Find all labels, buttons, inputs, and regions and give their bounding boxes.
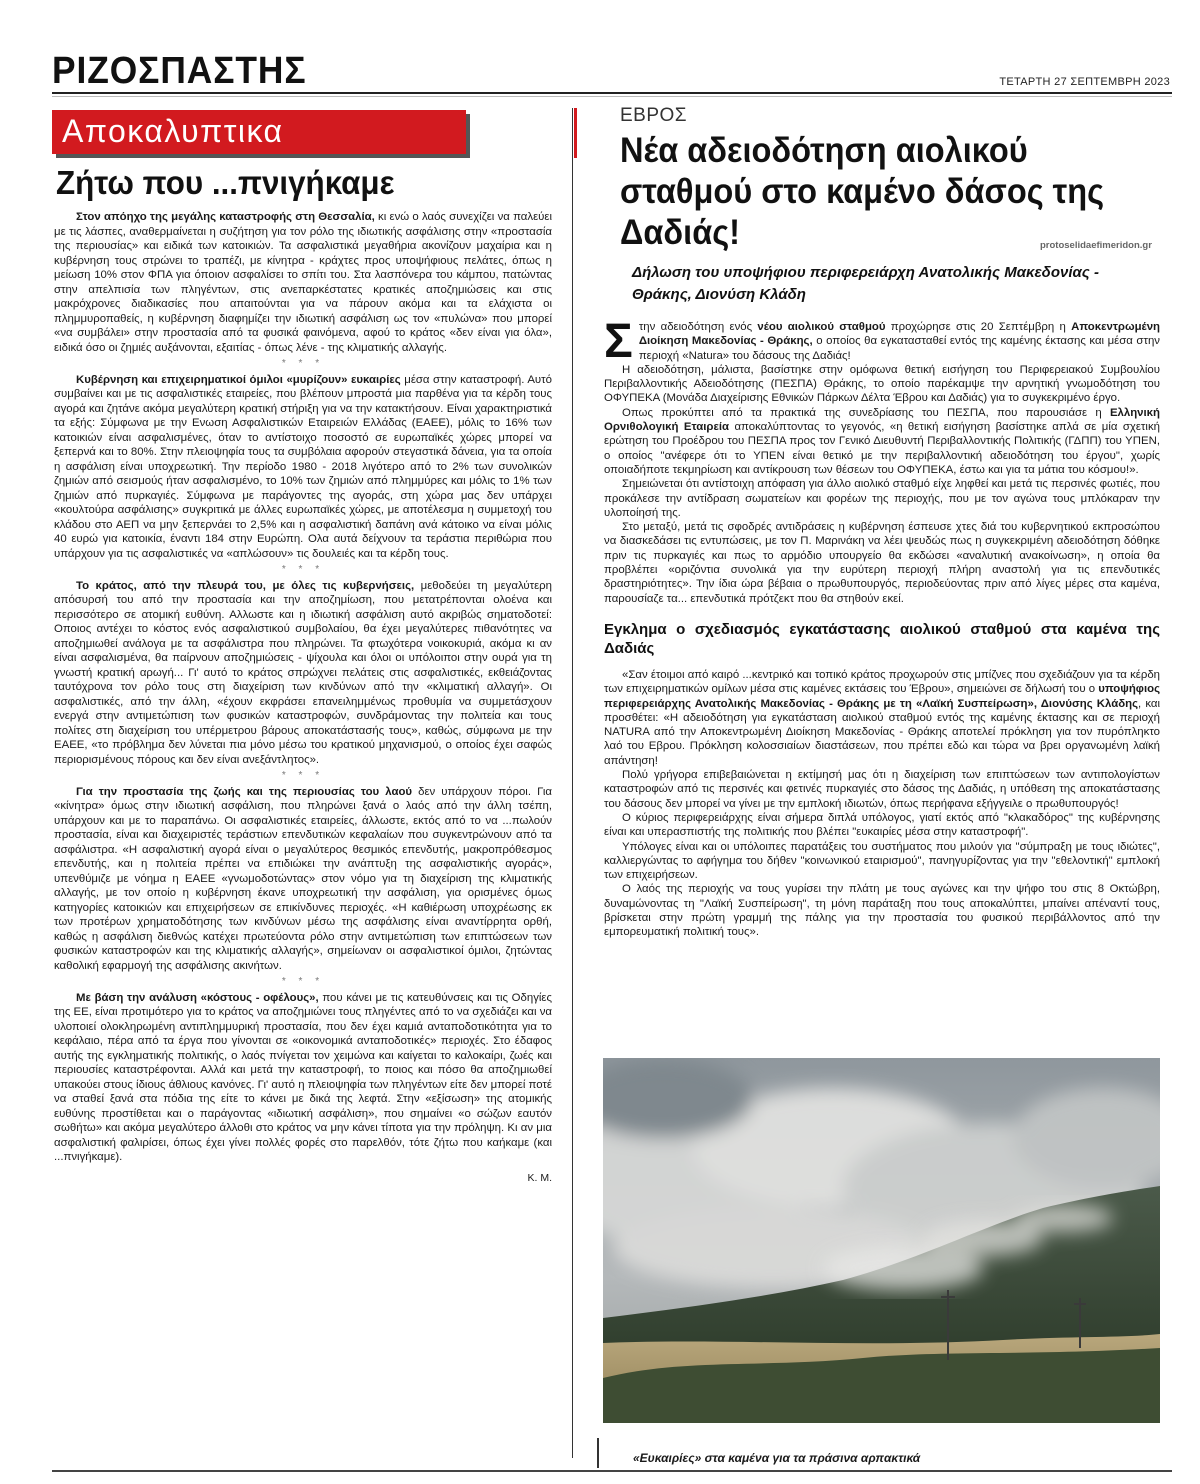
paragraph-text: την αδειοδότηση ενός	[638, 321, 758, 333]
paragraph-bold: νέου αιολικού σταθμού	[757, 321, 886, 333]
paragraph	[54, 579, 552, 768]
paragraph-bold: Ελληνική Ορνιθολογική Εταιρεία	[604, 406, 1160, 434]
paragraph	[54, 373, 552, 562]
top-rule-thin	[52, 96, 1172, 97]
paragraph-text: μέσα στην καταστροφή. Αυτό συμβαίνει και με τις ασφαλιστικές εταιρείες, που βλέπουν μπροστά μια παρθένα για τα κέρδη τους αγορά και ζητάνε ακόμα μεγαλύτερη κρατική στήριξη για να την κατακτήσουν. Είναι χαρακτηριστικά τα εξής: Σύμφωνα με την Ενωση Ασφαλιστικών Εταιρειών Ελλάδας (ΕΑΕΕ), μόλις το 16% των κατοικιών είναι ασφαλισμένες, όταν το αντίστοιχο ποσοστό σε ευρωπαϊκές χώρες μπορεί να ξεπερνά και το 80%. Στην πλειοψηφία τους τα συμβόλαια αφορούν στεγαστικά δάνεια, για τα οποία η ασφάλιση είναι υποχρεωτική. Την περίοδο 1980 - 2018 λιγότερο από το 2% των συνολικών ζημιών από σεισμούς ήταν ασφαλισμένο, το 10% των ζημιών από πλημμύρες και μόλις το 1% των ζημιών από πυρκαγιές. Σύμφωνα με παράγοντες της αγοράς, στη χώρα μας δεν υπάρχει «κουλτούρα ασφάλισης» συγκριτικά με άλλες ευρωπαϊκές χώρες, με αποτέλεσμα η συμμετοχή του κλάδου στο ΑΕΠ να μην ξεπερνάει το 2,5% και η ασφαλιστική δαπάνη ανά κάτοικο να είναι μόλις 40 ευρώ για κατοικία, έναντι 184 στην Ευρώπη. Ολα αυτά δείχνουν τα τεράστια περιθώρια που υπάρχουν για τις ασφαλιστικές να «απλώσουν» τις δουλειές και τα κέρδη τους.	[54, 373, 552, 560]
paragraph-lead: Κυβέρνηση και επιχειρηματικοί όμιλοι «μυρίζουν» ευκαιρίες	[76, 373, 401, 386]
paragraph-bold: υποψήφιος περιφερειάρχης Ανατολικής Μακεδονίας - Θράκης με τη «Λαϊκή Συσπείρωση», Διονύσης Κλάδης	[604, 683, 1160, 710]
paragraph-text: «Σαν έτοιμοι από καιρό ...κεντρικό και τοπικό κράτος προχωρούν στις μπίζνες που σχεδιάζουν για τα κέρδη των επιχειρηματικών ομίλων μέσα στις καμένες εκτάσεις του Έβρου», σημειώνει σε δήλωσή του ο	[604, 668, 1160, 696]
paragraph-text: κι ενώ ο λαός συνεχίζει να παλεύει με τις λάσπες, αναθερμαίνεται η συζήτηση για τον ρόλο της ιδιωτικής ασφάλισης στην «προστασία της περιουσίας» και ειδικά των κατοικιών. Τα ασφαλιστικά μεγαθήρια ακονίζουν μαχαίρια και η κυβέρνηση τους στρώνει το τραπέζι, με κίνητρα - κράχτες προς υποψήφιους πελάτες, όπως η μείωση 10% στον ΦΠΑ για όποιον ασφαλίσει το σπίτι του. Στα λασπόνερα του κάμπου, πατώντας στην απελπισία των πληγέντων, στις ανεπαρκέστατες κρατικές αποζημιώσεις και στις μακρόχρονες διαδικασίες που απαιτούνται για να πάρουν ακόμα και τα ελάχιστα οι πλημμυροπαθείς, η κυβέρνηση διαφημίζει την ιδιωτική ασφάλιση ως τον «πυλώνα» που μπορεί «να συμβάλει» στην προστασία από τα φυσικά φαινόμενα, αφού το κράτος «δεν είναι για όλα», ειδικά όσο οι ζημιές αυξάνονται, εξαιτίας - όπως λένε - της κλιματικής αλλαγής.	[54, 211, 552, 354]
right-subhead: Δήλωση του υποψήφιου περιφερειάρχη Ανατολικής Μακεδονίας - Θράκης, Διονύση Κλάδη	[632, 264, 1099, 303]
paragraph-text: αποκαλύπτοντας το γεγονός, «η θετική εισήγηση βασίστηκε απλά σε μία σχετική ερώτηση του Προέδρου του ΠΕΣΠΑ προς τον Γενικό Διευθυντή Περιβαλλοντικής Πολιτικής (ΓΔΠΠ) του ΥΠΕΝ, ο οποίος "ανέφερε ότι το ΥΠΕΝ είναι θετικό με την περιβαλλοντική αδειοδότηση του έργου", χωρίς οποιαδήποτε τεκμηρίωση και αντίκρουση των θέσεων του ΟΦΥΠΕΚΑ, έστω και για τα μάτια του κόσμου!».	[604, 421, 1160, 476]
paragraph-lead: Το κράτος, από την πλευρά του, με όλες τις κυβερνήσεις,	[76, 579, 415, 592]
paragraph-text: προχώρησε στις 20 Σεπτέμβρη η	[885, 321, 1072, 333]
column-separator	[572, 108, 573, 1458]
top-rule	[52, 92, 1172, 94]
photo-caption: «Ευκαιρίες» στα καμένα για τα πράσινα αρπακτικά	[603, 1447, 933, 1469]
paragraph: Ο λαός της περιοχής να τους γυρίσει την πλάτη με τους αγώνες και την ψήφο του στις 8 Οκτώβρη, δυναμώνοντας τη "Λαϊκή Συσπείρωση", τη μόνη παράταξη που τους αποκαλύπτει, μπαίνει απέναντί τους, βρίσκεται στην πρώτη γραμμή της πάλης για την προστασία του φυσικού περιβάλλοντος από την εμπορευματική πολιτική τους».	[604, 883, 1160, 939]
paragraph	[604, 315, 1160, 368]
source-watermark: protoselidaefimeridon.gr	[1040, 240, 1152, 251]
paragraph-lead: Με βάση την ανάλυση «κόστους - οφέλους»,	[76, 991, 319, 1004]
bottom-rule	[52, 1470, 1172, 1472]
wildfire-smoke-landscape	[603, 1058, 1160, 1423]
section-divider: * * *	[281, 358, 325, 369]
paragraph-text: που κάνει με τις κατευθύνσεις και τις Οδηγίες της ΕΕ, είναι προτιμότερο για το κράτος να αποζημιώνει τους πληγέντες από το να σχεδιάζει και να υλοποιεί ολοκληρωμένη αντιπλημμυρική προστασία, που δεν έχει καμιά ανταποδοτικότητα για το κεφάλαιο, πέρα από τα έργα που γίνονται σε «οικονομικά ανταποδοτικές» περιοχές. Στο έδαφος αυτής της εγκληματικής πολιτικής, ο λαός πνίγεται τον χειμώνα και καίγεται το καλοκαίρι, ζωές και περιουσίες καταστρέφονται. Αλλά και μετά την καταστροφή, το ποιος και πόσο θα αποζημιωθεί υπακούει στους ίδιους άθλιους κανόνες. Γι' αυτό η πλειοψηφία των πληγέντων είτε δεν μπορεί ποτέ να σταθεί ξανά στα πόδια της είτε το κάνει με δικά της λεφτά. Στην «εξίσωση» της ατομικής ευθύνης προστίθεται και ο παράγοντας «ιδιωτική ασφάλιση», που σημαίνει «ο σώζων εαυτόν σωθήτω» και ακόμα μεγαλύτερο άλλοθι στο κράτος να μην κάνει τίποτα για την πρόληψη. Κι αν μια ασφαλιστική φαλιρίσει, όπως έχει γίνει πολλές φορές στο παρελθόν, τότε ζήτω που καήκαμε (και ...πνιγήκαμε).	[54, 991, 552, 1163]
paragraph	[54, 991, 552, 1165]
section-divider: * * *	[281, 976, 325, 987]
paragraph: Η αδειοδότηση, μάλιστα, βασίστηκε στην ομόφωνα θετική εισήγηση του Περιφερειακού Συμβουλίου Περιβαλλοντικής Αδειοδότησης (ΠΕΣΠΑ) Θράκης, το οποίο παρέκαμψε την αρνητική γνωμοδότηση του ΟΦΥΠΕΚΑ (Μονάδα Διαχείρισης Εθνικών Πάρκων Δέλτα Έβρου και Δαδιάς) για το συγκεκριμένο έργο.	[604, 363, 1160, 405]
paragraph	[604, 668, 1160, 768]
caption-rule	[597, 1438, 599, 1468]
paragraph-text: , και προσθέτει: «Η αδειοδότηση για εγκατάσταση αιολικού σταθμού εντός της καμένης έκτασης και σε περιοχή NATURA από την Αποκεντρωμένη Διοίκηση Μακεδονίας - Θράκης αποτελεί πρόκληση για τον πυρόπληκτο λαό του Εβρου. Πρόκληση κολοσσιαίων διαστάσεων, που πρέπει εδώ και τώρα να βρει οργανωμένη λαϊκή απάντηση!	[604, 697, 1160, 767]
paragraph-text: μεθοδεύει τη μεγαλύτερη απόσυρσή του από την προστασία και την αποζημίωση, που μετατρέπονται ολοένα και περισσότερο σε ατομική ευθύνη. Αλλωστε και η ιδιωτική ασφάλιση αυτό ακριβώς σηματοδοτεί: Οποιος αντέχει το κόστος ενός ασφαλιστικού συμβολαίου, θα έχει μεγαλύτερες πιθανότητες να αποζημιωθεί ανάλογα με τα ασφάλιστρα που πληρώνει. Τα φτωχότερα νοικοκυριά, ακόμα κι αν είναι ασφαλισμένα, θα παίρνουν αποζημιώσεις - ψίχουλα και όλοι οι υπόλοιποι στην ουρά για τη γνωστή κρατική αρωγή... Γι' αυτό το κράτος σπρώχνει πελάτεις στις ασφαλιστικές, εκθειάζοντας ταυτόχρονα τον ρόλο τους στη διαχείριση των κινδύνων από την «κλιματική αλλαγή». Οι ασφαλιστικές, από την άλλη, «έχουν εκφράσει επανειλημμένως προθυμία να συμμετάσχουν ενεργά στην αντιμετώπιση των φυσικών καταστροφών, συνδράμοντας την πολιτεία και τους πολίτες στη διαχείριση του υπέρμετρου βάρους αποκατάστασής τους», καθώς, σύμφωνα με την ΕΑΕΕ, «το πρόβλημα δεν λύνεται πια μόνο μέσω του κρατικού μηχανισμού, ο οποίος έχει σαφώς περιορισμένους πόρους και δεν είναι ανεξάντλητος».	[54, 579, 552, 766]
wildfire-photo	[603, 1058, 1160, 1423]
paragraph: Στο μεταξύ, μετά τις σφοδρές αντιδράσεις η κυβέρνηση έσπευσε χτες διά του κυβερνητικού εκπροσώπου να διασκεδάσει τις εντυπώσεις, με τον Π. Μαρινάκη να λέει ψευδώς πως η συγκεκριμένη αδειοδότηση δόθηκε πριν τις πυρκαγιές και πως το αρμόδιο υπουργείο θα εκδώσει «αναλυτική ανακοίνωση», η οποία θα προβλέπει «οριζόντια συνολικά για την ευρύτερη περιοχή πλήρη αναστολή για τις επενδυτικές δραστηριότητες». Την ίδια ώρα βέβαια ο πρωθυπουργός, περιοδεύοντας πριν από λίγες μέρες στα καμένα, παρουσίαζε τα... επενδυτικά πρότζεκτ που θα στηθούν εκεί.	[604, 521, 1160, 605]
left-article-title: Ζήτω που ...πνιγήκαμε	[56, 164, 395, 201]
paragraph: Ο κύριος περιφερειάρχης είναι σήμερα διπλά υπόλογος, γιατί εκτός από "κλακαδόρος" της κυβέρνησης είναι και υπερασπιστής της πολιτικής που βλέπει "ευκαιρίες μέσα στην καταστροφή".	[604, 811, 1160, 839]
paragraph	[604, 406, 1160, 477]
paragraph-text: ο οποίος θα εγκατασταθεί εντός της καμένης έκτασης και μέσα στην περιοχή «Natura» του δάσους της Δαδιάς!	[638, 335, 1160, 362]
paragraph: Πολύ γρήγορα επιβεβαιώνεται η εκτίμησή μας ότι η διαχείριση των επιπτώσεων των αντιπολογίστων καταστροφών από τις περσινές και φετινές πυρκαγιές στο δάσος της Δαδιάς, η υπόθεση της αποκατάστασης του δάσους δεν μπορεί να γίνει με την εμπλοκή ιδιωτών, όπως περήφανα εξήγγειλε ο πρωθυπουργός!	[604, 769, 1160, 810]
inner-headline: Εγκλημα ο σχεδιασμός εγκατάστασης αιολικού σταθμού στα καμένα της Δαδιάς	[604, 620, 1160, 657]
red-accent-bar	[574, 108, 577, 158]
right-article-body	[604, 315, 1160, 940]
masthead-logo	[52, 50, 306, 93]
dateline: ΤΕΤΑΡΤΗ 27 ΣΕΠΤΕΜΒΡΗ 2023	[999, 76, 1170, 88]
paragraph-lead: Για την προστασία της ζωής και της περιουσίας του λαού	[76, 785, 413, 798]
section-banner	[52, 110, 466, 154]
drop-cap: Σ	[604, 315, 633, 368]
masthead-name: ΡΙΖΟΣΠΑΣΤΗΣ	[52, 50, 307, 92]
paragraph-bold: Αποκεντρωμένη Διοίκηση Μακεδονίας - Θράκης,	[638, 321, 1160, 348]
right-article-title: Νέα αδειοδότηση αιολικού σταθμού στο καμένο δάσος της Δαδιάς!	[620, 131, 1105, 252]
paragraph	[54, 210, 552, 355]
paragraph-text: δεν υπάρχουν πόροι. Για «κίνητρα» όμως στην ιδιωτική ασφάλιση, που πληρώνει ξανά ο λαός από την άλλη τσέπη, υπάρχουν και με το παραπάνω. Οι ασφαλιστικές εταιρείες, άλλωστε, εκτός από το να ...πωλούν προστασία, είναι και διαχειριστές τεράστιων επενδυτικών κεφαλαίων που συγκεντρώνουν από τα ασφάλιστρα. «Η ασφαλιστική αγορά είναι ο μεγαλύτερος θεσμικός επενδυτής, μακροπρόθεσμος επενδυτής, και η πολιτεία πρέπει να επιδιώκει την ανάπτυξη της ασφαλιστικής αγοράς», υπενθύμιζε με νόημα η ΕΑΕΕ «γνωμοδοτώντας» στον νόμο για τη διαχείριση της κλιματικής αλλαγής, με τον οποίο η κυβέρνηση έκανε υποχρεωτική την ασφάλιση, για ορισμένες όμως κατηγορίες κατοικιών και επιχειρήσεων σε επικίνδυνες περιοχές. «Η καθιέρωση υποχρέωσης εκ των προτέρων χρηματοδότησης των κινδύνων μέσω της ασφάλισης είναι αναντίρρητα ορθή, καθώς η ασφάλιση διεθνώς κατέχει πρωτεύοντα ρόλο στην αντιμετώπιση των επιπτώσεων των φυσικών καταστροφών και της κλιματικής αλλαγής», σημείωναν οι ασφαλιστικοί όμιλοι, ζητώντας καθολική εφαρμογή της ασφάλισης ακινήτων.	[54, 785, 552, 972]
paragraph: Υπόλογες είναι και οι υπόλοιπες παρατάξεις του συστήματος που μιλούν για "σύμπραξη με τους ιδιώτες", καλλιεργώντας το αφήγημα του δήθεν "κοινωνικού εταιρισμού", πανηγυρίζοντας για την "εθελοντική" εμπλοκή των επιχειρήσεων.	[604, 840, 1160, 882]
section-label: Αποκαλυπτικα	[62, 113, 284, 149]
left-article-body	[54, 210, 552, 1185]
paragraph-lead: Στον απόηχο της μεγάλης καταστροφής στη Θεσσαλία,	[76, 211, 375, 223]
section-divider: * * *	[281, 770, 325, 781]
paragraph-text: Οπως προκύπτει από τα πρακτικά της συνεδρίασης του ΠΕΣΠΑ, που παρουσιάσε η	[622, 406, 1110, 419]
section-divider: * * *	[281, 564, 325, 575]
paragraph	[54, 785, 552, 974]
paragraph: Σημειώνεται ότι αντίστοιχη απόφαση για άλλο αιολικό σταθμό είχε ληφθεί και μετά τις περσινές φωτιές, που προκάλεσε την αντίδραση σωματείων και φορέων της περιοχής, που με τον αγώνα τους μπλόκαραν την υλοποίησή της.	[604, 478, 1160, 519]
right-kicker: ΕΒΡΟΣ	[620, 105, 688, 126]
author-signature: Κ. Μ.	[527, 1171, 552, 1184]
